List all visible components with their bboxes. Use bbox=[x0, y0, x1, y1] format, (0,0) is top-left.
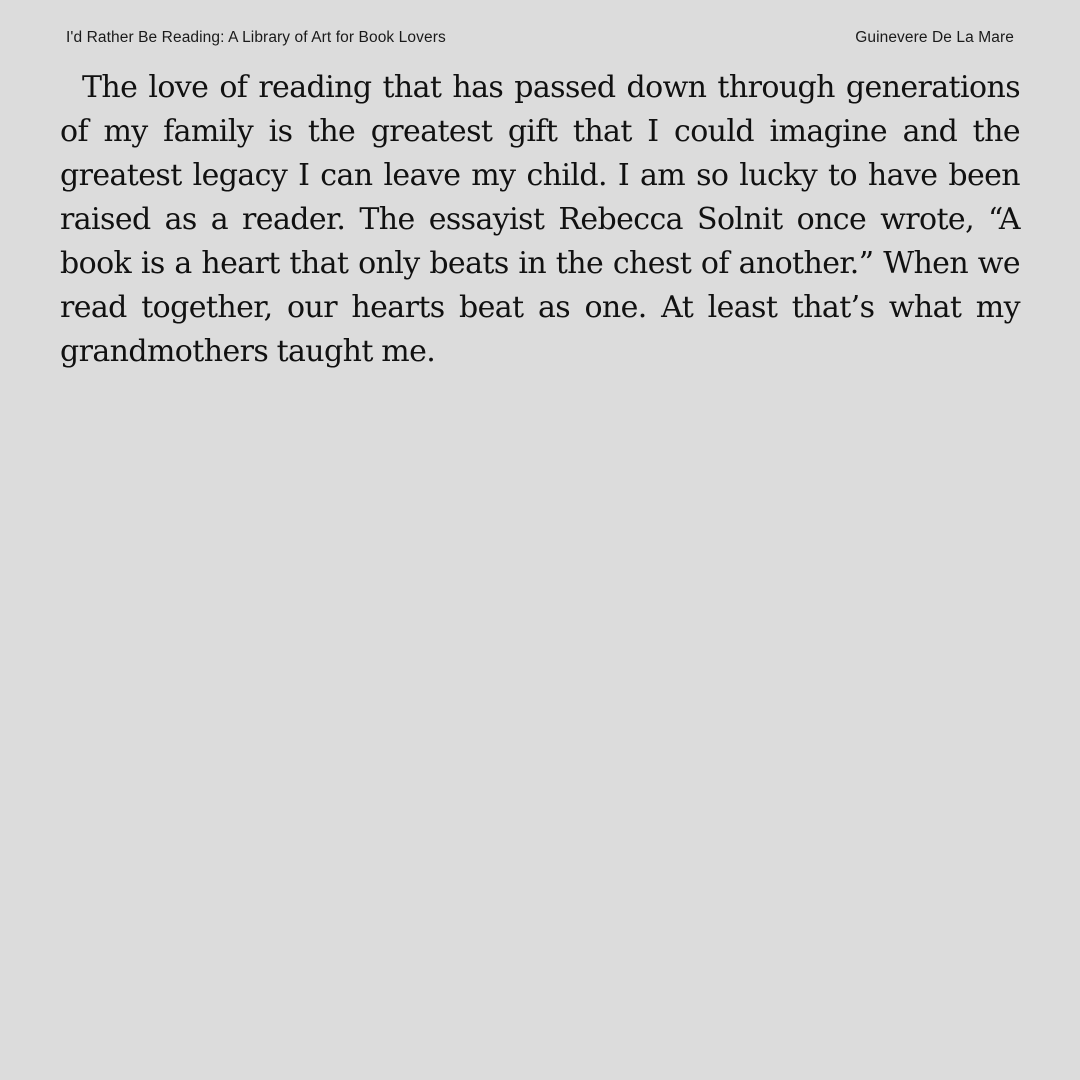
running-header bbox=[66, 26, 1014, 50]
body-paragraph: The love of reading that has passed down through generations of my family is the greatest gift that I could imagine and the greatest legacy I can leave my child. I am so lucky to have been raised as a reader. The essayist Rebecca Solnit once wrote, “A book is a heart that only beats in the chest of another.” When we read together, our hearts beat as one. At least that’s what my grandmothers taught me. bbox=[60, 70, 1020, 369]
book-title: I'd Rather Be Reading: A Library of Art for Book Lovers bbox=[66, 29, 446, 46]
author-name: Guinevere De La Mare bbox=[855, 29, 1014, 46]
